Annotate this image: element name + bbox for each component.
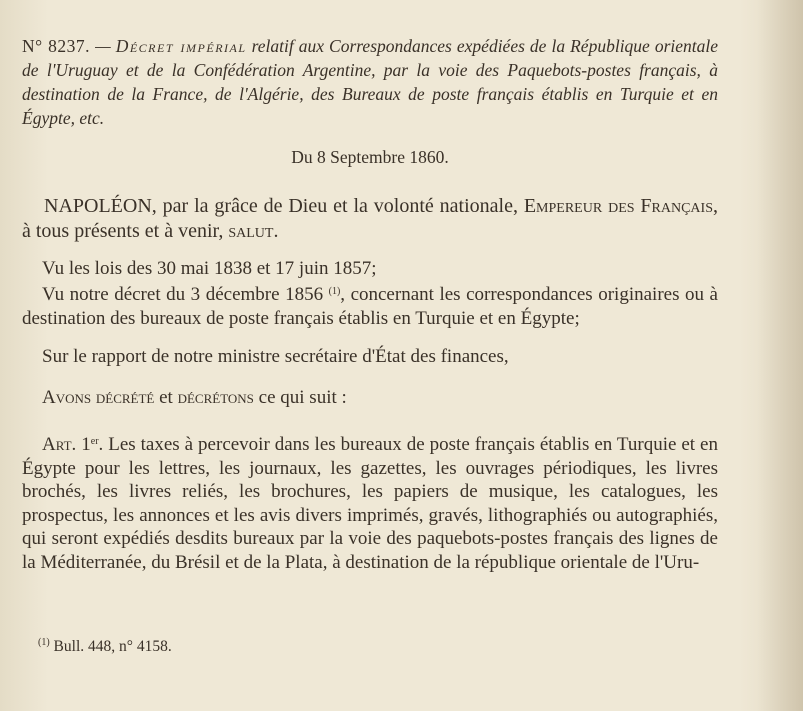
footnote-marker: (1) [38,637,50,648]
footnote [38,637,172,656]
footnote-text: Bull. 448, n° 4158. [49,638,172,655]
header-dash: — [95,36,111,56]
vu-decret-text-b: , concernant les correspondances originaires ou à destination des bureaux de poste français établis en Turquie et en Égypte; [22,284,718,329]
avons-decrete-sc: Avons décrété [42,387,155,408]
article-text: . Les taxes à percevoir dans les bureaux de poste français établis en Turquie et en Égypte pour les lettres, les journaux, les gazettes, les ouvrages périodiques, les livres brochés, les livres reliés, les brochures, les papiers de musique, les catalogues, les prospectus, les annonces et les avis divers imprimés, gravés, lithographiés ou autographiés, qui seront expédiés desdits bureaux par la voie des paquebots-postes français des lignes de la Méditerranée, du Brésil et de la Plata, à destination de la république orientale de l'Uru- [22,434,718,573]
avons-decrete [22,386,718,410]
emperor-name: NAPOLÉON [44,195,152,217]
intro-paragraph [22,194,718,244]
intro-text-2: , à tous présents et à venir, [22,195,718,242]
avons-mid: et [154,387,178,408]
avons-rest: ce qui suit : [253,387,347,408]
decretons-sc: décrétons [177,387,254,408]
article-1 [22,430,718,574]
decree-title: relatif aux Correspondances expédiées de la République orientale de l'Uruguay et de la Confédération Argentine, par la voie des Paquebots-postes français, à destination de la France, de l'Algérie, des Bureaux de poste français établis en Turquie et en Égypte, etc. [22,36,719,128]
sur-rapport: Sur le rapport de notre ministre secrétaire d'État des finances, [42,346,509,367]
decree-header [22,34,718,130]
decree-type: Décret impérial [115,36,247,56]
vu-decret [22,280,718,330]
decree-number: N° 8237. [22,36,91,56]
vu-decret-text-a: Vu notre décret du 3 décembre 1856 [42,284,329,305]
decree-date: Du 8 Septembre 1860. [291,147,449,167]
vu-lois: Vu les lois des 30 mai 1838 et 17 juin 1857; [42,258,377,279]
des-francais: des Français [608,195,713,217]
intro-text-1: , par la grâce de Dieu et la volonté nationale, [151,195,524,217]
article-label-sup: er [90,436,99,447]
emperor-title: Empereur [523,195,603,217]
salut: salut. [228,220,279,242]
footnote-ref: (1) [328,286,341,297]
article-label: Art. 1 [42,434,91,455]
